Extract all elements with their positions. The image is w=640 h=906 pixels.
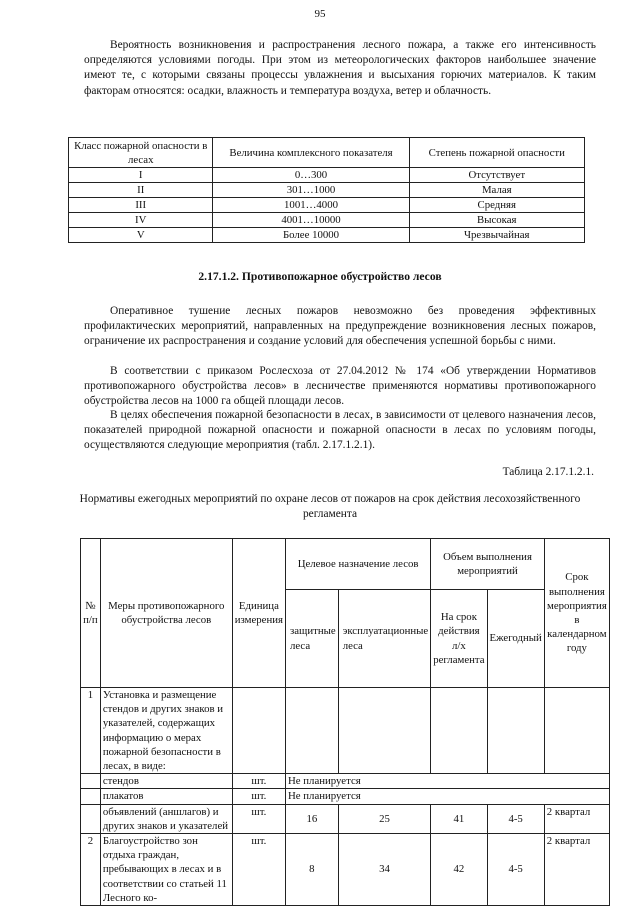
index-cell: 301…1000: [213, 183, 409, 198]
row-num: 1: [81, 688, 101, 774]
row-annual: 4-5: [487, 834, 544, 906]
row-exploitation: 34: [338, 834, 431, 906]
row-not-planned: Не планируется: [285, 789, 609, 804]
table-row: [81, 688, 610, 774]
header-exploitation: эксплуатационные леса: [338, 590, 431, 688]
header-measures: Меры противопожарного обустройства лесов: [100, 539, 232, 688]
class-cell: III: [69, 198, 213, 213]
index-cell: 4001…10000: [213, 213, 409, 228]
class-header-degree: Степень пожарной опасности: [409, 138, 584, 168]
header-purpose: Целевое назначение лесов: [285, 539, 430, 590]
row-not-planned: Не планируется: [285, 774, 609, 789]
index-cell: 1001…4000: [213, 198, 409, 213]
fire-measures-table: [80, 538, 610, 906]
intro-paragraph: Вероятность возникновения и распространения лесного пожара, а также его интенсивность определяются условиями погоды. При этом из метеорологических факторов наибольшее значение имеют те, с которыми связаны процессы увлажнения и высыхания горючих материалов. К таким факторам относятся: осадки, влажность и температура воздуха, ветер и облачность.: [84, 39, 596, 97]
row-term: 2 квартал: [544, 834, 609, 906]
row-total: 42: [431, 834, 487, 906]
degree-cell: Средняя: [409, 198, 584, 213]
table-row: [81, 834, 610, 906]
row-num: 2: [81, 834, 101, 906]
table-caption: Нормативы ежегодных мероприятий по охране лесов от пожаров на срок действия лесохозяйственного регламента: [79, 493, 581, 520]
row-unit: шт.: [232, 834, 285, 906]
class-header-index: Величина комплексного показателя: [213, 138, 409, 168]
row-unit: шт.: [232, 804, 285, 833]
row-exploitation: 25: [338, 804, 431, 833]
header-annual: Ежегодный: [487, 590, 544, 688]
empty-cell: [81, 789, 101, 804]
row-annual: 4-5: [487, 804, 544, 833]
row-unit: шт.: [232, 789, 285, 804]
table-row: [69, 168, 585, 183]
empty-cell: [81, 774, 101, 789]
empty-cell: [338, 688, 431, 774]
table-row: [69, 213, 585, 228]
row-protective: 8: [285, 834, 338, 906]
table-row: [69, 183, 585, 198]
index-cell: 0…300: [213, 168, 409, 183]
index-cell: Более 10000: [213, 228, 409, 243]
class-cell: IV: [69, 213, 213, 228]
table-row: [69, 228, 585, 243]
empty-cell: [285, 688, 338, 774]
section-title: 2.17.1.2. Противопожарное обустройство лесов: [198, 270, 442, 283]
class-header-class: Класс пожарной опасности в лесах: [69, 138, 213, 168]
class-cell: II: [69, 183, 213, 198]
header-term: Срок выполнения мероприятия в календарном году: [544, 539, 609, 688]
empty-cell: [431, 688, 487, 774]
row-measure: Благоустройство зон отдыха граждан, пребывающих в лесах и в соответствии со статьей 11 Лесного ко-: [100, 834, 232, 906]
header-total: На срок действия л/х регламента: [431, 590, 487, 688]
row-measure: плакатов: [100, 789, 232, 804]
header-num: № п/п: [81, 539, 101, 688]
table-row: [81, 804, 610, 833]
degree-cell: Отсутствует: [409, 168, 584, 183]
empty-cell: [232, 688, 285, 774]
table-row: [81, 789, 610, 804]
header-unit: Единица измерения: [232, 539, 285, 688]
row-protective: 16: [285, 804, 338, 833]
body-paragraph: В соответствии с приказом Рослесхоза от 27.04.2012 № 174 «Об утверждении Нормативов противопожарного обустройства лесов» в лесничестве применяются нормативы противопожарного обустройства лесов на 1000 га общей площади лесов.: [84, 365, 596, 408]
degree-cell: Малая: [409, 183, 584, 198]
row-measure: стендов: [100, 774, 232, 789]
row-term: 2 квартал: [544, 804, 609, 833]
row-measure: объявлений (аншлагов) и других знаков и указателей: [100, 804, 232, 833]
body-paragraph: В целях обеспечения пожарной безопасности в лесах, в зависимости от целевого назначения лесов, показателей природной пожарной опасности и пожарной опасности в лесах по условиям погоды, осуществляются следующие мероприятия (табл. 2.17.1.2.1).: [84, 409, 596, 452]
degree-cell: Чрезвычайная: [409, 228, 584, 243]
class-cell: V: [69, 228, 213, 243]
empty-cell: [487, 688, 544, 774]
class-table-header: [69, 138, 585, 168]
fire-danger-class-table: [68, 137, 585, 243]
header-volume: Объем выполнения мероприятий: [431, 539, 545, 590]
row-total: 41: [431, 804, 487, 833]
empty-cell: [81, 804, 101, 833]
row-measure: Установка и размещение стендов и других знаков и указателей, содержащих информацию о мерах пожарной безопасности в лесах, в виде:: [100, 688, 232, 774]
measures-header-row: [81, 539, 610, 590]
header-protective: защитные леса: [285, 590, 338, 688]
body-paragraph: Оперативное тушение лесных пожаров невозможно без проведения эффективных профилактических мероприятий, направленных на предупреждение возникновения лесных пожаров, ограничение их распространения и создание условий для обеспечения успешной борьбы с ними.: [84, 305, 596, 348]
degree-cell: Высокая: [409, 213, 584, 228]
row-unit: шт.: [232, 774, 285, 789]
table-row: [69, 198, 585, 213]
class-cell: I: [69, 168, 213, 183]
table-row: [81, 774, 610, 789]
page-number: 95: [314, 8, 326, 20]
table-label: Таблица 2.17.1.2.1.: [502, 466, 594, 478]
empty-cell: [544, 688, 609, 774]
